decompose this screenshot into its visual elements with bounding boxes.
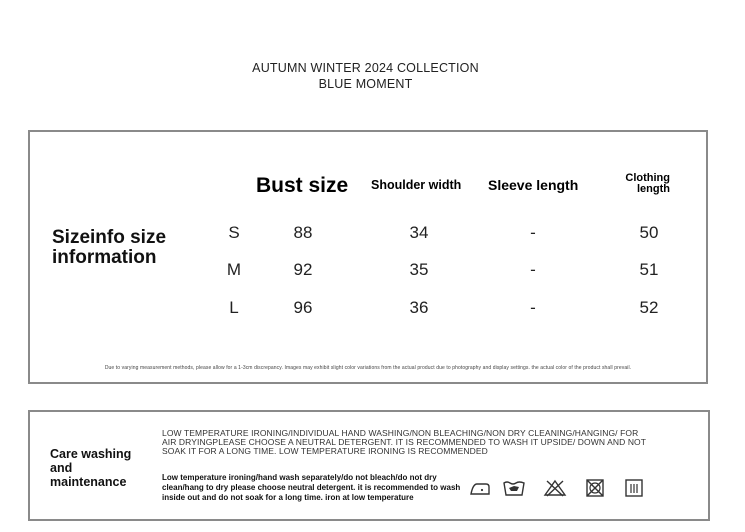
col-head-bust: Bust size bbox=[256, 174, 349, 197]
care-label: Care washing and maintenance bbox=[50, 447, 132, 489]
col-head-sleeve: Sleeve length bbox=[488, 177, 579, 193]
size-table-panel bbox=[28, 130, 708, 384]
low-iron-icon bbox=[468, 478, 492, 498]
clothing-m: 51 bbox=[639, 260, 659, 279]
size-s: S bbox=[228, 223, 240, 242]
collection-header bbox=[0, 60, 731, 92]
size-table-label: Sizeinfo size information bbox=[52, 227, 167, 268]
collection-title: AUTUMN WINTER 2024 COLLECTION bbox=[252, 61, 479, 75]
care-instructions-english: LOW TEMPERATURE IRONING/INDIVIDUAL HAND WASHING/NON BLEACHING/NON DRY CLEANING/HANGING/ FOR AIR DRYINGPLEASE CHOOSE A NEUTRAL DETERGENT. IT IS RECOMMENDED TO WASH IT UPSIDE/ DOWN AND NOT SOAK IT FOR A LONG TIME. LOW TEMPERATURE IRONING IS RECOMMENDED bbox=[162, 428, 646, 456]
shoulder-s: 34 bbox=[409, 223, 429, 242]
no-dry-clean-icon bbox=[583, 478, 607, 498]
sleeve-m: - bbox=[530, 260, 536, 279]
collection-subtitle: BLUE MOMENT bbox=[318, 77, 413, 91]
clothing-l: 52 bbox=[639, 298, 659, 317]
col-head-clothing-line1: Clothing bbox=[625, 172, 670, 184]
hang-dry-icon bbox=[622, 478, 646, 498]
clothing-s: 50 bbox=[639, 223, 659, 242]
care-instructions-translation: Low temperature ironing/hand wash separately/do not bleach/do not dry clean/hang to dry please choose neutral detergent. it is recommended to wash inside out and do not soak for a long time. iron at low temperature bbox=[162, 473, 461, 502]
no-bleach-icon bbox=[543, 478, 567, 498]
bust-s: 88 bbox=[293, 223, 313, 242]
bust-m: 92 bbox=[293, 260, 313, 279]
shoulder-l: 36 bbox=[409, 298, 429, 317]
hand-wash-icon bbox=[502, 478, 526, 498]
sleeve-s: - bbox=[530, 223, 536, 242]
col-head-clothing-line2: length bbox=[637, 183, 670, 195]
shoulder-m: 35 bbox=[409, 260, 429, 279]
size-m: M bbox=[226, 260, 242, 279]
col-head-shoulder: Shoulder width bbox=[371, 178, 462, 192]
col-head-clothing bbox=[620, 173, 670, 195]
size-l: L bbox=[229, 298, 239, 317]
care-panel bbox=[28, 410, 710, 521]
sleeve-l: - bbox=[530, 298, 536, 317]
bust-l: 96 bbox=[293, 298, 313, 317]
measurement-disclaimer: Due to varying measurement methods, please allow for a 1-3cm discrepancy. Images may exhibit slight color variations from the actual product due to photography and display settings. the actual color of the product shall prevail. bbox=[104, 365, 632, 371]
